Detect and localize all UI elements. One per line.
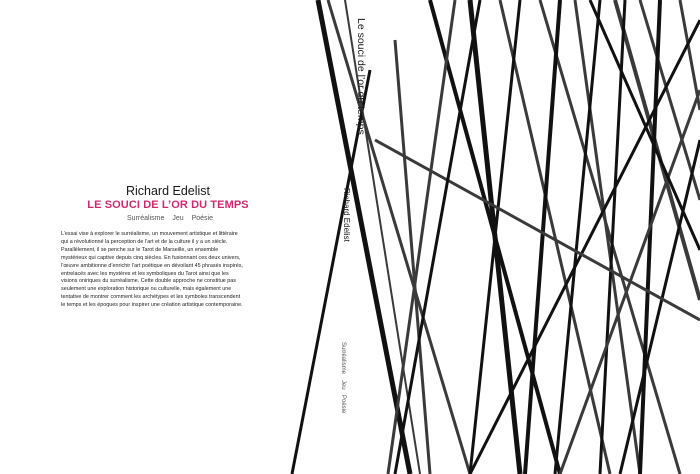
front-tags bbox=[340, 340, 352, 420]
decorative-line-17 bbox=[640, 0, 660, 474]
front-tag-surrealisme: Surréalisme bbox=[340, 342, 346, 375]
decorative-line-4 bbox=[395, 40, 430, 474]
back-author: Richard Edelist bbox=[125, 184, 211, 198]
front-author bbox=[342, 188, 354, 248]
front-tag-jeu: Jeu bbox=[340, 379, 346, 390]
front-tag-poesie: Poésie bbox=[340, 395, 346, 414]
front-author-text: Richard Edelist bbox=[342, 188, 351, 242]
decorative-line-24 bbox=[395, 0, 480, 474]
back-tag-jeu: Jeu bbox=[172, 215, 184, 222]
front-title-text: Le souci de l’or du temps bbox=[355, 18, 367, 135]
back-tag-poesie: Poésie bbox=[191, 215, 213, 222]
back-tag-surrealisme: Surréalisme bbox=[127, 215, 165, 222]
front-tags-text bbox=[340, 340, 346, 415]
front-title bbox=[355, 18, 369, 135]
back-title: LE SOUCI DE L’OR DU TEMPS bbox=[87, 199, 249, 211]
back-blurb: L’essai vise à explorer le surréalisme, un mouvement artistique et littéraire qui a révolutionné la perception de l’art et de la culture il y a un siècle. Parallèlement, il se penche sur le Tarot de Marseille, un ensemble mystérieux qui captive depuis cinq siècles. En fusionnant ces deux univers, l’œuvre ambitionne d’enrichir l’art poétique en dévoilant 45 phrasés inspirés, entrelacés avec les mystères et les symboliques du Tarot ainsi que les visions oniriques du surréalisme. Cette double approche ne constitue pas seulement une exploration historique ou culturelle, mais également une tentative de montrer comment les archétypes et les symboles transcendent le temps et les époques pour inspirer une création artistique contemporaine. bbox=[61, 231, 243, 309]
decorative-line-25 bbox=[590, 0, 700, 250]
